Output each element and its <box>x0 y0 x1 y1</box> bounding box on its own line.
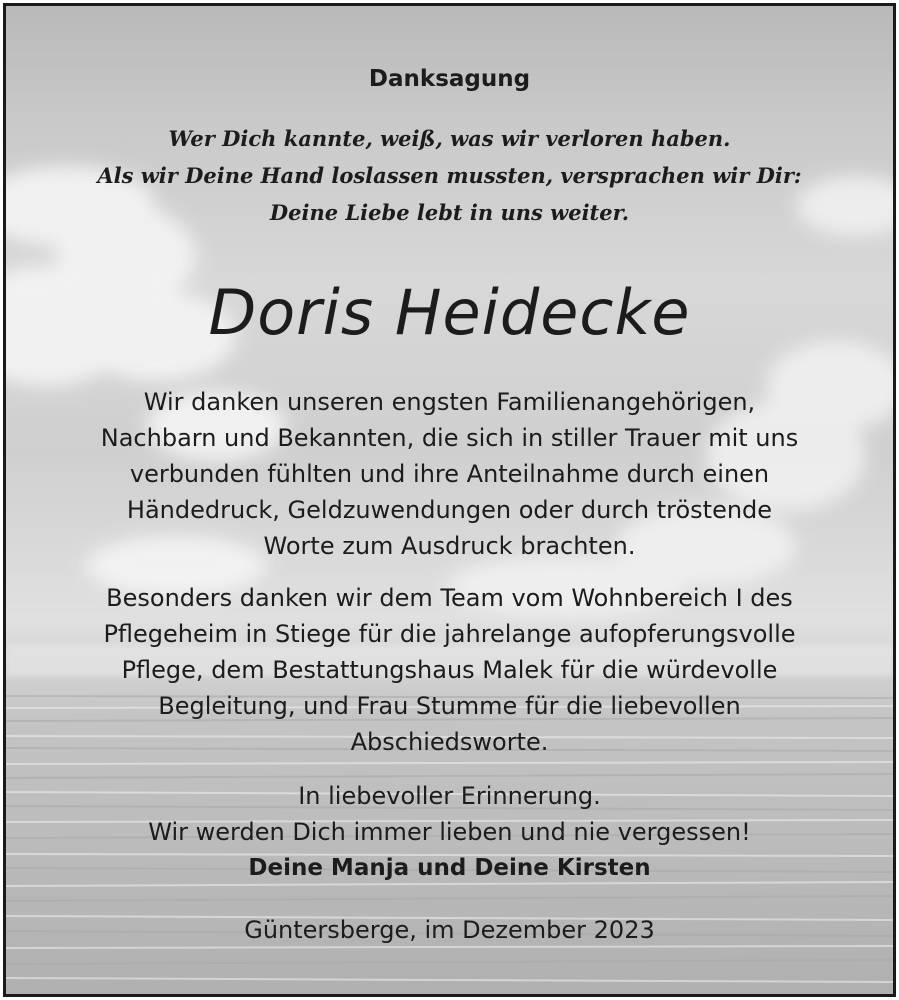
quote-line-3: Deine Liebe lebt in uns weiter. <box>269 200 630 225</box>
quote-line-1: Wer Dich kannte, weiß, was wir verloren haben. <box>168 126 731 151</box>
signature: Deine Manja und Deine Kirsten <box>248 855 651 881</box>
paragraph1-line-2: Nachbarn und Bekannten, die sich in stiller Trauer mit uns <box>100 424 799 452</box>
paragraph1-line-4: Händedruck, Geldzuwendungen oder durch tröstende <box>126 496 773 524</box>
paragraph2-line-3: Pflege, dem Bestattungshaus Malek für die würdevolle <box>121 656 778 684</box>
obituary-card <box>3 3 896 997</box>
quote-line-2: Als wir Deine Hand loslassen mussten, versprachen wir Dir: <box>97 163 802 188</box>
paragraph1-line-3: verbunden fühlten und ihre Anteilnahme durch einen <box>129 460 770 488</box>
paragraph1-line-5: Worte zum Ausdruck brachten. <box>263 532 636 560</box>
closing-line-1: In liebevoller Erinnerung. <box>298 782 601 810</box>
paragraph2-line-2: Pflegeheim in Stiege für die jahrelange aufopferungsvolle <box>103 620 796 648</box>
paragraph1-line-1: Wir danken unseren engsten Familienangehörigen, <box>143 388 756 416</box>
closing-line-2: Wir werden Dich immer lieben und nie vergessen! <box>148 818 751 846</box>
heading: Danksagung <box>368 66 531 92</box>
paragraph2-line-5: Abschiedsworte. <box>350 728 549 756</box>
paragraph2-line-1: Besonders danken wir dem Team vom Wohnbereich I des <box>106 584 793 612</box>
place-and-date: Güntersberge, im Dezember 2023 <box>244 916 655 944</box>
deceased-name: Doris Heidecke <box>208 276 691 349</box>
paragraph2-line-4: Begleitung, und Frau Stumme für die liebevollen <box>158 692 741 720</box>
